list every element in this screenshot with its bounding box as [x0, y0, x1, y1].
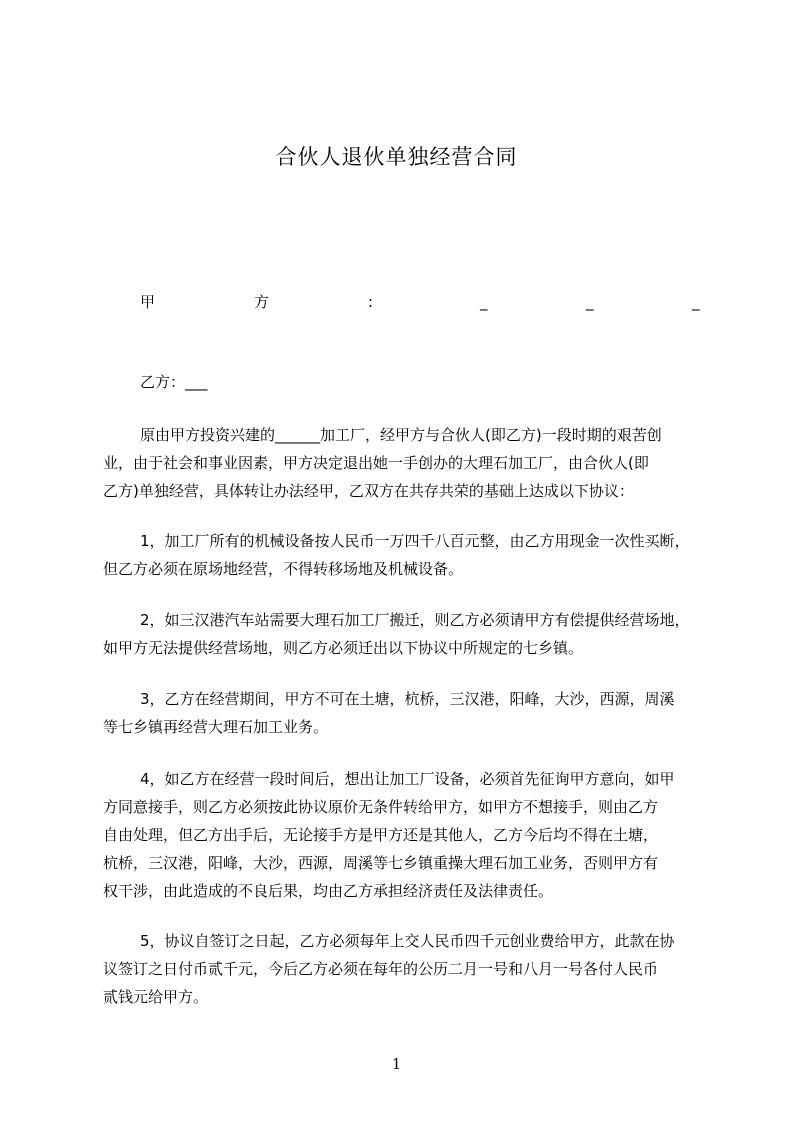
- clause-2: [103, 606, 715, 662]
- paragraph-line: 议签订之日付币贰千元，今后乙方必须在每年的公历二月一号和八月一号各付人民币: [103, 960, 659, 978]
- clause-4: [103, 765, 715, 905]
- clause-5: [103, 927, 715, 1011]
- party-a-char-1: 甲: [140, 293, 156, 311]
- party-a-char-2: 方: [254, 293, 270, 311]
- paragraph-line: 4，如乙方在经营一段时间后，想出让加工厂设备，必须首先征询甲方意向，如甲: [140, 770, 675, 788]
- paragraph-intro: [103, 421, 715, 505]
- clause-3: [103, 685, 715, 741]
- party-a-colon: :: [368, 293, 374, 311]
- paragraph-line: 但乙方必须在原场地经营，不得转移场地及机械设备。: [103, 560, 464, 578]
- party-a-blank-2: _: [586, 293, 594, 311]
- party-b-line: 乙方：___: [140, 373, 208, 391]
- paragraph-line: 权干涉，由此造成的不良后果，均由乙方承担经济责任及法律责任。: [103, 882, 554, 900]
- paragraph-line: 等七乡镇再经营大理石加工业务。: [103, 718, 329, 736]
- party-a-blank-1: _: [480, 293, 488, 311]
- paragraph-line: 如甲方无法提供经营场地，则乙方必须迁出以下协议中所规定的七乡镇。: [103, 639, 584, 657]
- paragraph-line: 方同意接手，则乙方必须按此协议原价无条件转给甲方，如甲方不想接手，则由乙方: [103, 798, 659, 816]
- page-title: 合伙人退伙单独经营合同: [275, 145, 518, 169]
- paragraph-line: 原由甲方投资兴建的______加工厂，经甲方与合伙人(即乙方)一段时期的艰苦创: [140, 426, 662, 444]
- paragraph-line: 3，乙方在经营期间，甲方不可在土塘，杭桥，三汉港，阳峰，大沙，西源，周溪: [140, 690, 675, 708]
- paragraph-line: 乙方)单独经营，具体转让办法经甲，乙双方在共存共荣的基础上达成以下协议：: [103, 482, 634, 500]
- paragraph-line: 5，协议自签订之日起，乙方必须每年上交人民币四千元创业费给甲方，此款在协: [140, 932, 675, 950]
- paragraph-line: 自由处理，但乙方出手后，无论接手方是甲方还是其他人，乙方今后均不得在土塘，: [103, 826, 659, 844]
- page-number: 1: [391, 1055, 402, 1073]
- party-a-line: [140, 290, 705, 314]
- clause-1: [103, 527, 715, 583]
- paragraph-line: 1，加工厂所有的机械设备按人民币一万四千八百元整，由乙方用现金一次性买断，: [140, 532, 690, 550]
- paragraph-line: 2，如三汉港汽车站需要大理石加工厂搬迁，则乙方必须请甲方有偿提供经营场地，: [140, 611, 690, 629]
- paragraph-line: 业，由于社会和事业因素，甲方决定退出她一手创办的大理石加工厂，由合伙人(即: [103, 454, 649, 472]
- party-a-blank-3: _: [692, 293, 700, 311]
- paragraph-line: 杭桥，三汉港，阳峰，大沙，西源，周溪等七乡镇重操大理石加工业务，否则甲方有: [103, 854, 659, 872]
- paragraph-line: 贰钱元给甲方。: [103, 988, 209, 1006]
